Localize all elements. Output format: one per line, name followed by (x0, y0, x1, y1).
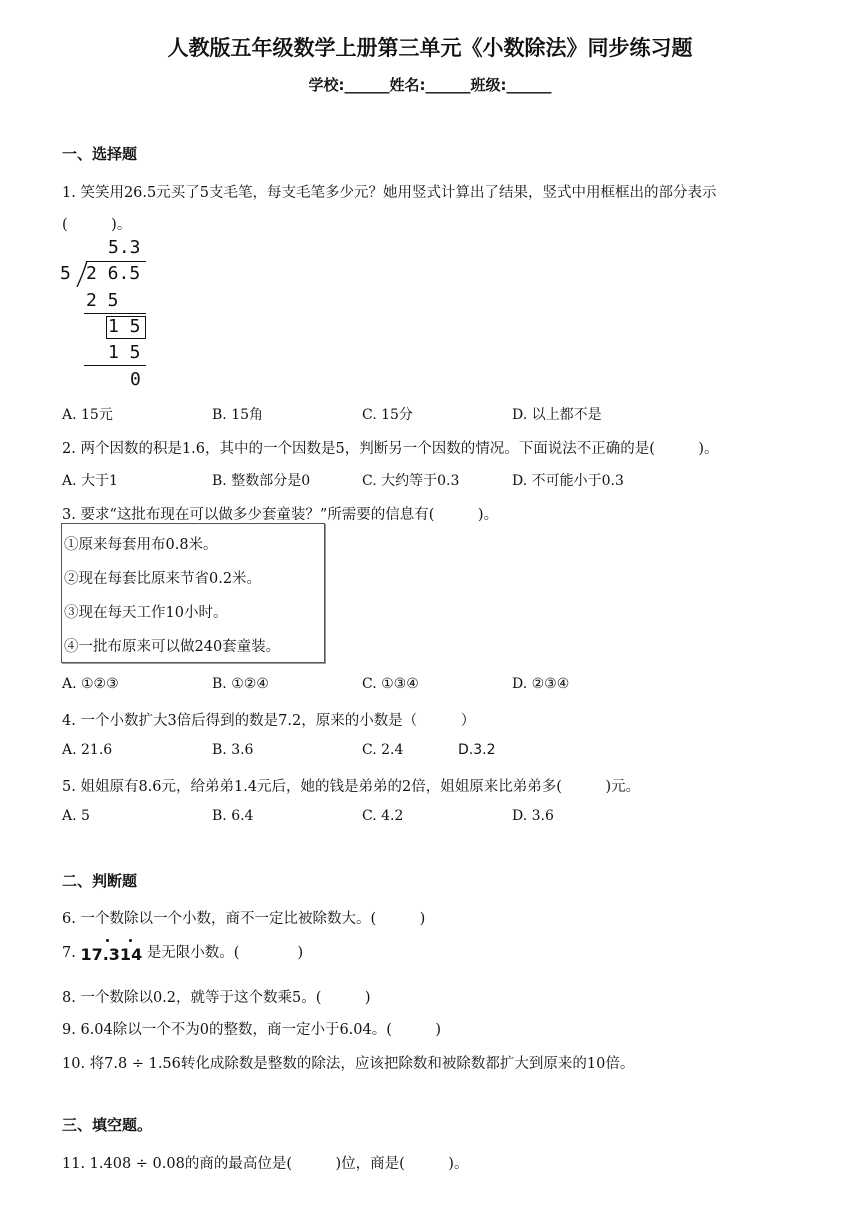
page-title: 人教版五年级数学上册第三单元《小数除法》同步练习题 (167, 36, 693, 60)
division-rule-2 (84, 365, 146, 366)
question-7-suffix: 是无限小数。( ) (146, 945, 304, 961)
q4-option-a[interactable]: A. 21.6 (62, 742, 113, 758)
q4-option-b[interactable]: B. 3.6 (212, 742, 254, 758)
question-7-prefix: 7. (62, 945, 76, 961)
q3-info-line-1: ①原来每套用布0.8米。 (64, 537, 218, 553)
q3-info-line-3: ③现在每天工作10小时。 (64, 605, 228, 621)
division-step-3: 1 5 (108, 342, 141, 363)
q2-option-a[interactable]: A. 大于1 (62, 473, 118, 489)
repeating-dot-end (129, 939, 132, 942)
student-info-line: 学校:______姓名:______班级:______ (308, 76, 552, 94)
q1-option-c[interactable]: C. 15分 (362, 407, 413, 423)
division-step-1: 2 5 (86, 290, 119, 311)
q1-option-a[interactable]: A. 15元 (62, 407, 113, 423)
q2-option-b[interactable]: B. 整数部分是0 (212, 473, 311, 489)
question-3-text: 3. 要求“这批布现在可以做多少套童装？”所需要的信息有( )。 (62, 507, 499, 523)
q3-option-a[interactable]: A. ①②③ (62, 676, 119, 692)
division-step-2: 1 5 (108, 316, 141, 337)
q4-option-d[interactable]: D.3.2 (458, 742, 496, 758)
q3-info-box (61, 523, 325, 663)
repeating-dot-start (106, 939, 109, 942)
q5-option-c[interactable]: C. 4.2 (362, 808, 404, 824)
question-11-text: 11. 1.408 ÷ 0.08的商的最高位是( )位，商是( )。 (62, 1156, 469, 1172)
division-divisor: 5 (60, 263, 71, 284)
section-heading-fill-blank: 三、填空题。 (62, 1116, 153, 1134)
question-1-text: 1. 笑笑用26.5元买了5支毛笔，每支毛笔多少元？她用竖式计算出了结果，竖式中用框框出的部分表示 (62, 185, 717, 201)
q4-option-c[interactable]: C. 2.4 (362, 742, 404, 758)
q2-option-d[interactable]: D. 不可能小于0.3 (512, 473, 624, 489)
question-6-text: 6. 一个数除以一个小数，商不一定比被除数大。( ) (62, 911, 426, 927)
question-9-text: 9. 6.04除以一个不为0的整数，商一定小于6.04。( ) (62, 1022, 442, 1038)
division-rule-1 (84, 313, 146, 314)
question-10-text: 10. 将7.8 ÷ 1.56转化成除数是整数的除法，应该把除数和被除数都扩大到原来的10倍。 (62, 1056, 635, 1072)
q3-info-line-2: ②现在每套比原来节省0.2米。 (64, 571, 262, 587)
q3-option-b[interactable]: B. ①②④ (212, 676, 269, 692)
question-1-blank: ( )。 (62, 217, 132, 233)
long-division-figure (58, 236, 158, 396)
q3-option-c[interactable]: C. ①③④ (362, 676, 419, 692)
section-heading-choice: 一、选择题 (62, 145, 138, 163)
division-bar (86, 261, 146, 262)
q5-option-a[interactable]: A. 5 (62, 808, 90, 824)
division-quotient: 5.3 (108, 237, 141, 258)
division-dividend: 2 6.5 (86, 263, 141, 284)
question-5-text: 5. 姐姐原有8.6元，给弟弟1.4元后，她的钱是弟弟的2倍，姐姐原来比弟弟多( )元。 (62, 779, 641, 795)
q1-option-b[interactable]: B. 15角 (212, 407, 264, 423)
q3-option-d[interactable]: D. ②③④ (512, 676, 570, 692)
question-4-text: 4. 一个小数扩大3倍后得到的数是7.2，原来的小数是（ ） (62, 713, 476, 729)
q5-option-b[interactable]: B. 6.4 (212, 808, 254, 824)
q2-option-c[interactable]: C. 大约等于0.3 (362, 473, 460, 489)
question-2-text: 2. 两个因数的积是1.6，其中的一个因数是5，判断另一个因数的情况。下面说法不正确的是( )。 (62, 441, 719, 457)
division-remainder: 0 (130, 369, 141, 390)
q3-info-line-4: ④一批布原来可以做240套童装。 (64, 639, 281, 655)
repeating-decimal-number: 17.314 (80, 945, 143, 964)
q5-option-d[interactable]: D. 3.6 (512, 808, 554, 824)
q1-option-d[interactable]: D. 以上都不是 (512, 407, 602, 423)
question-8-text: 8. 一个数除以0.2，就等于这个数乘5。( ) (62, 990, 371, 1006)
question-7-line (62, 941, 303, 962)
section-heading-judgement: 二、判断题 (62, 872, 138, 890)
